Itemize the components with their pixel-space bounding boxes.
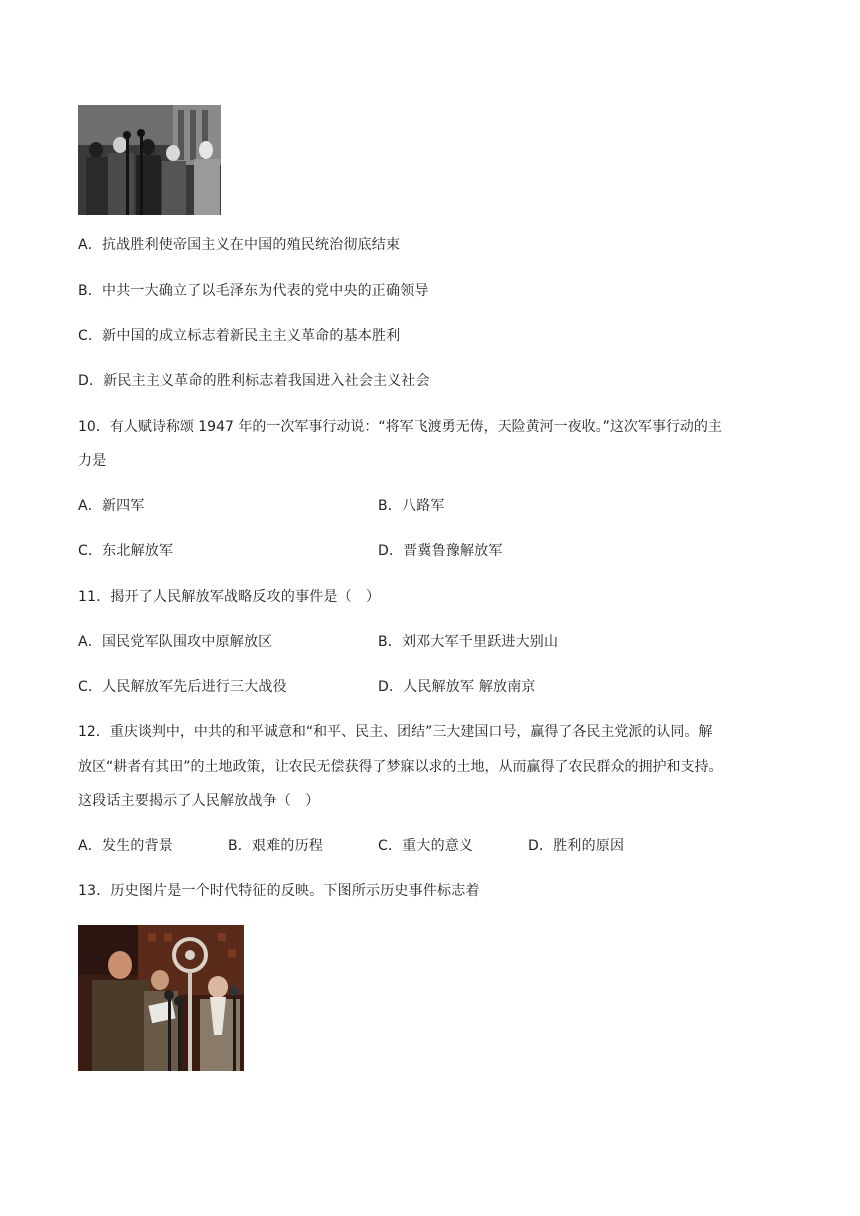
q12-option-d: D．胜利的原因 <box>528 838 625 854</box>
q11-option-b: B．刘邓大军千里跃进大别山 <box>378 634 559 650</box>
q10-option-d: D．晋冀鲁豫解放军 <box>378 543 503 559</box>
q11-option-d: D．人民解放军 解放南京 <box>378 679 536 695</box>
q9-option-c: C．新中国的成立标志着新民主主义革命的基本胜利 <box>78 328 401 344</box>
q9-option-a: A．抗战胜利使帝国主义在中国的殖民统治彻底结束 <box>78 237 401 253</box>
founding-ceremony-photo-bw <box>78 105 221 215</box>
q10-stem-line1: 10．有人赋诗称颂 1947 年的一次军事行动说：“将军飞渡勇无俦，天险黄河一夜收。”这次军事行动的主 <box>78 419 722 435</box>
q10-option-b: B．八路军 <box>378 498 445 514</box>
q10-stem-line2: 力是 <box>78 453 107 469</box>
q11-stem: 11．揭开了人民解放军战略反攻的事件是（ ） <box>78 589 381 605</box>
q12-stem-line3: 这段话主要揭示了人民解放战争（ ） <box>78 793 320 809</box>
q12-option-c: C．重大的意义 <box>378 838 474 854</box>
q10-option-a: A．新四军 <box>78 498 145 514</box>
q9-option-b: B．中共一大确立了以毛泽东为代表的党中央的正确领导 <box>78 283 429 299</box>
founding-ceremony-photo-color <box>78 925 244 1071</box>
q11-option-a: A．国民党军队围攻中原解放区 <box>78 634 273 650</box>
q9-option-d: D．新民主主义革命的胜利标志着我国进入社会主义社会 <box>78 373 430 389</box>
q11-option-c: C．人民解放军先后进行三大战役 <box>78 679 287 695</box>
q12-stem-line1: 12．重庆谈判中，中共的和平诚意和“和平、民主、团结”三大建国口号，赢得了各民主党派的认同。解 <box>78 724 713 740</box>
q12-stem-line2: 放区“耕者有其田”的土地政策，让农民无偿获得了梦寐以求的土地，从而赢得了农民群众的拥护和支持。 <box>78 759 723 775</box>
q12-option-a: A．发生的背景 <box>78 838 173 854</box>
q10-option-c: C．东北解放军 <box>78 543 174 559</box>
q13-stem: 13．历史图片是一个时代特征的反映。下图所示历史事件标志着 <box>78 883 480 899</box>
q12-option-b: B．艰难的历程 <box>228 838 324 854</box>
